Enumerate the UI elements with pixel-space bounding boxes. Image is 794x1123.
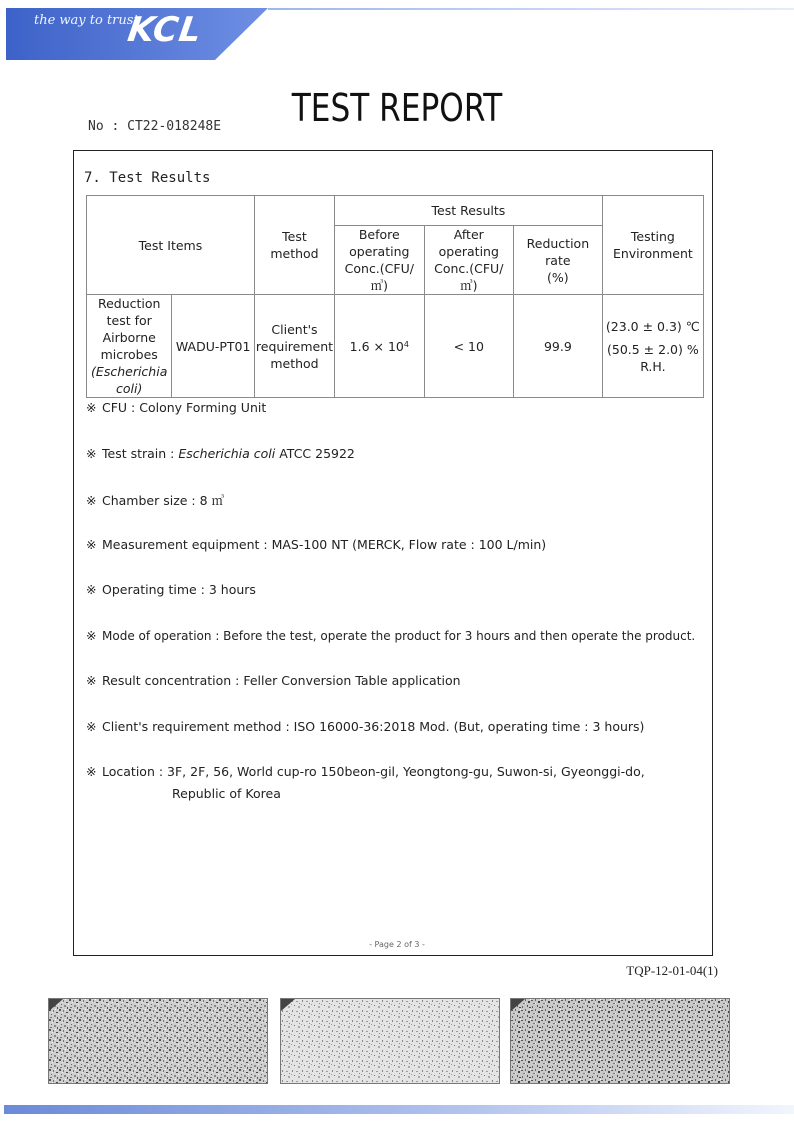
security-pattern-3 — [510, 998, 730, 1084]
note-mark: ※ — [86, 627, 97, 643]
note-mark: ※ — [86, 718, 97, 734]
header-testing-environment: Testing Environment — [602, 196, 703, 295]
note-mark: ※ — [86, 582, 97, 597]
header-test-method: Test method — [254, 196, 334, 295]
note-mark: ※ — [86, 400, 97, 415]
note-location: ※ Location : 3F, 2F, 56, World cup-ro 150beon-gil, Yeongtong-gu, Suwon-si, Gyeonggi-do, Republic of Korea — [86, 764, 645, 801]
cell-model: WADU-PT01 — [172, 295, 255, 398]
cell-before-conc: $1.6 \times 10^4$ — [335, 295, 424, 398]
header-test-results: Test Results — [335, 196, 603, 226]
report-number: No : CT22-018248E — [88, 119, 222, 134]
bottom-bar — [0, 1102, 794, 1114]
security-pattern-2 — [280, 998, 500, 1084]
note-mark: ※ — [86, 764, 97, 779]
note-mark: ※ — [86, 673, 97, 688]
test-results-table — [86, 195, 704, 398]
note-cfu: ※ CFU : Colony Forming Unit — [86, 400, 267, 415]
header-test-items: Test Items — [87, 196, 255, 295]
header-after-conc: After operating Conc.(CFU/㎥) — [424, 226, 513, 295]
notes-list — [86, 400, 706, 810]
note-measurement-equipment: ※ Measurement equipment : MAS-100 NT (MERCK, Flow rate : 100 L/min) — [86, 536, 547, 552]
section-heading: 7. Test Results — [84, 170, 211, 186]
form-code: TQP-12-01-04(1) — [626, 963, 718, 978]
note-test-strain: ※ Test strain : Escherichia coli ATCC 25922 — [86, 445, 355, 461]
table-row — [87, 295, 704, 398]
report-title: TEST REPORT — [291, 86, 503, 130]
note-result-concentration: ※ Result concentration : Feller Conversion Table application — [86, 673, 461, 688]
cell-reduction-rate: 99.9 — [514, 295, 603, 398]
header-reduction-rate: Reduction rate (%) — [514, 226, 603, 295]
kcl-logo: KCL — [125, 10, 205, 50]
cell-method: Client's requirement method — [254, 295, 334, 398]
note-operating-time: ※ Operating time : 3 hours — [86, 582, 256, 597]
header-banner — [0, 0, 794, 60]
cell-environment: (23.0 ± 0.3) ℃ (50.5 ± 2.0) % R.H. — [602, 295, 703, 398]
page-indicator: - Page 2 of 3 - — [369, 940, 425, 949]
brand-tagline: the way to trust — [34, 13, 139, 28]
header-before-conc: Before operating Conc.(CFU/㎥) — [335, 226, 424, 295]
note-mode-of-operation: ※ Mode of operation : Before the test, operate the product for 3 hours and then operate the product. — [86, 627, 696, 643]
cell-test-item: Reduction test for Airborne microbes (Escherichia coli) — [87, 295, 172, 398]
note-client-method: ※ Client's requirement method : ISO 16000-36:2018 Mod. (But, operating time : 3 hours) — [86, 718, 645, 734]
note-chamber-size: ※ Chamber size : 8 ㎥ — [86, 493, 225, 508]
note-mark: ※ — [86, 536, 97, 552]
exponent: 4 — [403, 339, 409, 349]
note-mark: ※ — [86, 493, 97, 508]
note-mark: ※ — [86, 445, 97, 461]
cell-after-conc: < 10 — [424, 295, 513, 398]
security-pattern-1 — [48, 998, 268, 1084]
